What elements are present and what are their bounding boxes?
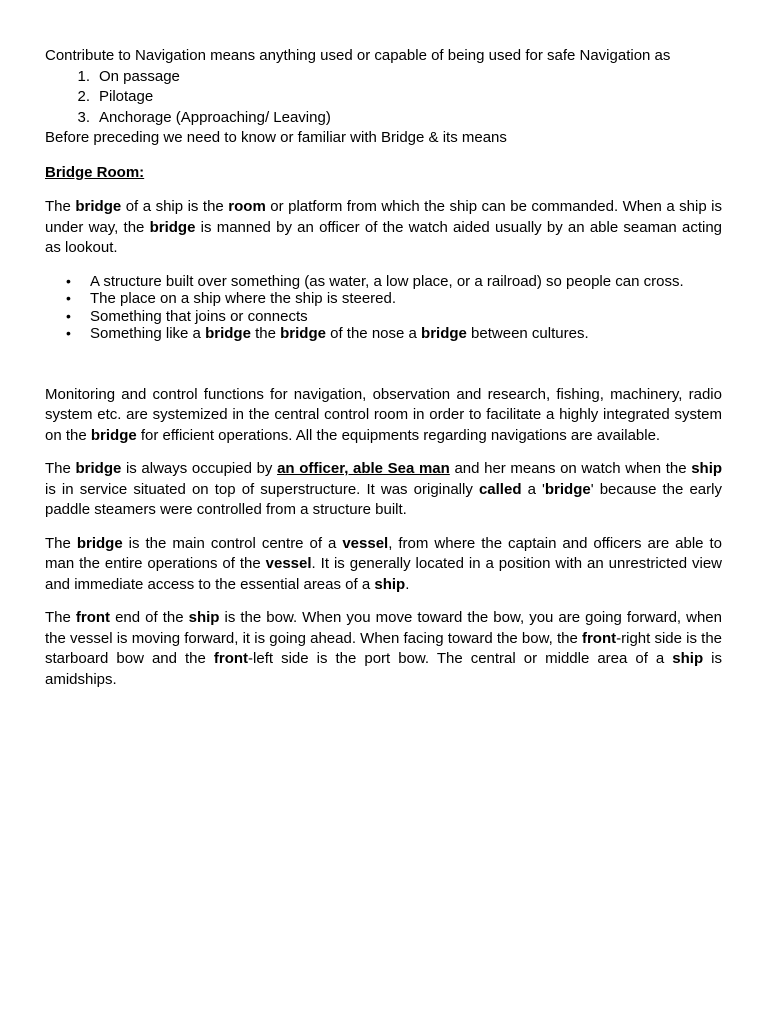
text-run: -left side is the port bow. The central or middle area of a (248, 650, 673, 667)
text-run: of a ship is the (121, 198, 229, 215)
bold-term: ship (691, 460, 723, 477)
bullet-text (90, 308, 308, 326)
bullet-text (90, 273, 684, 291)
text-run: is the bow. When you move toward the bow, you are going forward, when the vessel is moving forward, it is going ahead. When facing toward the bow, the (45, 609, 722, 647)
text-run: The (45, 609, 76, 626)
list-number: 1. (77, 67, 90, 85)
list-number: 2. (77, 88, 90, 105)
text-run: the (250, 325, 281, 342)
text-run: for efficient operations. All the equipments regarding navigations are available. (136, 426, 661, 444)
text-run: between cultures. (466, 325, 589, 342)
text-run: Something like a (90, 325, 206, 342)
text-run: Monitoring and control functions for navigation, observation and research, fishing, machinery, radio system etc. are systemized in the central control room in order to facilitate a highly integrated system on the (45, 385, 722, 444)
bold-term: called (478, 480, 522, 498)
bold-term: bridge (75, 460, 122, 477)
list-number: 3. (77, 108, 90, 126)
text-run: The (45, 198, 76, 215)
text-run: or platform from which the ship can be commanded. When a ship is under way, the (45, 198, 723, 236)
paragraph-monitoring (45, 385, 722, 447)
bold-term: bridge (75, 198, 122, 215)
bold-term: bridge (90, 426, 137, 444)
text-run: The (45, 534, 77, 552)
text-run: -right side is the starboard bow and the (45, 629, 723, 667)
intro-line: Contribute to Navigation means anything used or capable of being used for safe Navigation as (45, 47, 671, 64)
bold-term: bridge (76, 534, 123, 552)
intro-after: Before preceding we need to know or familiar with Bridge & its means (45, 129, 507, 146)
bullet-item (45, 325, 722, 343)
text-run: . It is generally located in a position with an unrestricted view and immediate access to the essential areas of a (45, 555, 722, 593)
paragraph-front-end (45, 608, 722, 690)
bullet-icon: • (66, 272, 71, 289)
text-run: The (45, 460, 76, 477)
paragraph-bridge-definition (45, 197, 722, 259)
navigation-list (45, 67, 722, 129)
list-text: Pilotage (99, 88, 154, 105)
bold-term: front (213, 650, 249, 667)
list-text: Anchorage (Approaching/ Leaving) (99, 108, 331, 126)
list-item (45, 108, 722, 129)
bold-term: front (75, 609, 111, 626)
bold-term: an officer, able Sea man (277, 460, 450, 477)
bold-term: room (228, 198, 266, 215)
list-item (45, 87, 722, 108)
text-run: is always occupied by (121, 460, 278, 477)
text-run: Something that joins or connects (90, 307, 308, 325)
bold-term: ship (672, 650, 704, 667)
bold-term: ship (188, 609, 220, 626)
bridge-meanings-list (45, 273, 722, 343)
text-run: a ' (521, 480, 545, 498)
text-run: is the main control centre of a (122, 534, 343, 552)
bullet-item (45, 273, 722, 291)
bullet-icon: • (66, 307, 71, 324)
paragraph-control-centre (45, 534, 722, 596)
bold-term: front (581, 629, 617, 647)
bold-term: bridge (205, 325, 251, 342)
list-text: On passage (99, 67, 180, 85)
text-run: of the nose a (325, 325, 422, 342)
text-run: , from where the captain and officers are able to man the entire operations of the (45, 534, 723, 572)
section-heading: Bridge Room: (45, 163, 145, 181)
bold-term: bridge (544, 480, 591, 498)
document-body (45, 46, 722, 690)
list-item (45, 67, 722, 88)
bullet-item (45, 308, 722, 326)
bullet-item (45, 290, 722, 308)
text-run: is amidships. (45, 650, 722, 688)
bullet-text (90, 325, 589, 343)
text-run: is in service situated on top of superstructure. It was originally (45, 480, 479, 498)
text-run: The place on a ship where the ship is steered. (90, 290, 397, 307)
text-run: end of the (110, 609, 189, 626)
text-run: ' because the early paddle steamers were controlled from a structure built. (45, 480, 722, 518)
paragraph-occupied (45, 459, 722, 521)
bold-term: vessel (265, 555, 312, 572)
bold-term: vessel (342, 534, 389, 552)
text-run: and her means on watch when the (449, 460, 692, 477)
bold-term: bridge (421, 325, 467, 342)
bold-term: bridge (149, 218, 196, 236)
bullet-icon: • (66, 290, 71, 306)
bullet-icon: • (66, 325, 71, 341)
text-run: A structure built over something (as water, a low place, or a railroad) so people can cross. (90, 272, 684, 290)
bold-term: ship (374, 575, 406, 593)
text-run: . (405, 575, 410, 593)
text-run: is manned by an officer of the watch aided usually by an able seaman acting as lookout. (45, 218, 722, 256)
bullet-text (90, 290, 396, 308)
bold-term: bridge (280, 325, 326, 342)
